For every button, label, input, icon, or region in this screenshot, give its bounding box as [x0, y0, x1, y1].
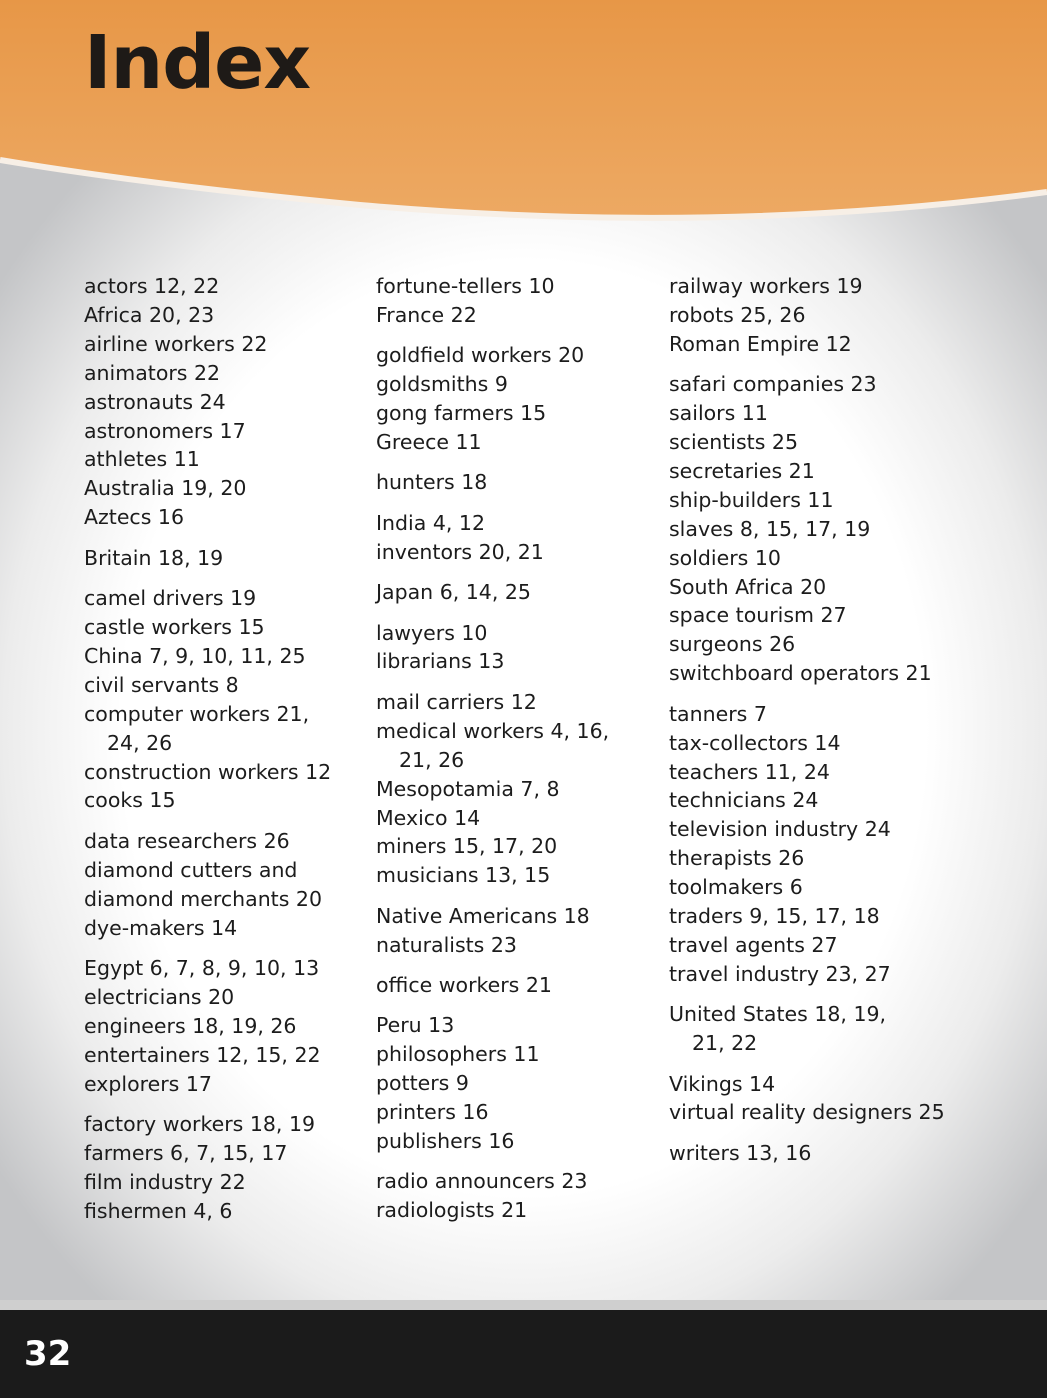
index-group — [376, 341, 676, 457]
index-entry: factory workers 18, 19 — [84, 1111, 316, 1136]
index-entry: radiologists 21 — [376, 1198, 528, 1223]
index-entry: toolmakers 6 — [669, 875, 803, 900]
index-entry: Britain 18, 19 — [84, 545, 224, 570]
index-entry: tax-collectors 14 — [669, 730, 841, 755]
index-group — [84, 584, 384, 815]
index-column-2 — [376, 272, 676, 1237]
index-entry: therapists 26 — [669, 846, 805, 871]
index-group — [376, 971, 676, 1000]
index-group — [84, 1110, 384, 1226]
index-group — [376, 468, 676, 497]
index-entry: mail carriers 12 — [376, 689, 537, 714]
index-entry: Mexico 14 — [376, 805, 481, 830]
index-entry: castle workers 15 — [84, 614, 265, 639]
page-title: Index — [84, 20, 311, 106]
index-entry: astronomers 17 — [84, 418, 246, 443]
index-entry: entertainers 12, 15, 22 — [84, 1042, 321, 1067]
index-entry: potters 9 — [376, 1071, 469, 1096]
index-entry: sailors 11 — [669, 401, 768, 426]
index-group — [84, 544, 384, 573]
index-group — [84, 272, 384, 532]
index-entry: South Africa 20 — [669, 574, 827, 599]
index-entry: fishermen 4, 6 — [84, 1198, 233, 1223]
index-entry: 24, 26 — [107, 730, 173, 755]
footer-bar — [0, 1310, 1047, 1398]
index-entry: astronauts 24 — [84, 389, 226, 414]
index-entry: Roman Empire 12 — [669, 331, 852, 356]
index-group — [84, 827, 384, 943]
index-entry: animators 22 — [84, 360, 221, 385]
index-entry: railway workers 19 — [669, 274, 863, 298]
index-entry: naturalists 23 — [376, 932, 517, 957]
index-entry: ship-builders 11 — [669, 487, 834, 512]
index-entry: virtual reality designers 25 — [669, 1100, 945, 1125]
index-entry: switchboard operators 21 — [669, 661, 932, 686]
index-group — [84, 954, 384, 1099]
index-entry: teachers 11, 24 — [669, 759, 830, 784]
index-group — [669, 370, 989, 688]
index-entry: diamond cutters and — [84, 857, 298, 882]
index-entry: office workers 21 — [376, 973, 552, 998]
index-entry: France 22 — [376, 302, 477, 327]
index-column-1 — [84, 272, 384, 1237]
index-entry: medical workers 4, 16, — [376, 718, 610, 743]
index-entry: diamond merchants 20 — [84, 886, 323, 911]
index-entry: China 7, 9, 10, 11, 25 — [84, 643, 306, 668]
index-entry: film industry 22 — [84, 1169, 246, 1194]
index-group — [669, 272, 989, 359]
index-entry: United States 18, 19, — [669, 1002, 887, 1027]
index-entry: television industry 24 — [669, 817, 891, 842]
index-entry: miners 15, 17, 20 — [376, 834, 558, 859]
index-entry: travel industry 23, 27 — [669, 961, 891, 986]
index-entry: farmers 6, 7, 15, 17 — [84, 1140, 288, 1165]
index-entry: surgeons 26 — [669, 632, 796, 657]
index-entry: construction workers 12 — [84, 759, 332, 784]
index-entry: technicians 24 — [669, 788, 819, 813]
index-entry: cooks 15 — [84, 788, 176, 813]
index-entry: Japan 6, 14, 25 — [376, 580, 531, 605]
index-entry: space tourism 27 — [669, 603, 847, 628]
index-entry: soldiers 10 — [669, 545, 781, 570]
index-entry: computer workers 21, — [84, 701, 310, 726]
index-group — [669, 1070, 989, 1128]
index-entry: Aztecs 16 — [84, 505, 184, 530]
index-group — [669, 1000, 989, 1058]
index-column-3 — [669, 272, 989, 1179]
index-entry: Peru 13 — [376, 1013, 455, 1038]
index-entry: inventors 20, 21 — [376, 539, 544, 564]
index-entry: Vikings 14 — [669, 1071, 776, 1096]
index-entry: athletes 11 — [84, 447, 200, 472]
index-entry: secretaries 21 — [669, 458, 815, 483]
index-entry: engineers 18, 19, 26 — [84, 1013, 297, 1038]
index-entry: scientists 25 — [669, 430, 798, 455]
index-group — [376, 272, 676, 330]
index-group — [376, 1167, 676, 1225]
index-entry: goldfield workers 20 — [376, 343, 585, 368]
index-entry: actors 12, 22 — [84, 274, 220, 298]
index-entry: goldsmiths 9 — [376, 372, 508, 397]
index-group — [376, 1011, 676, 1156]
index-entry: writers 13, 16 — [669, 1140, 812, 1165]
index-entry: data researchers 26 — [84, 828, 290, 853]
index-entry: dye-makers 14 — [84, 915, 238, 940]
index-group — [376, 688, 676, 890]
page-number: 32 — [24, 1334, 72, 1374]
index-entry: printers 16 — [376, 1100, 489, 1125]
index-entry: Native Americans 18 — [376, 903, 590, 928]
index-group — [376, 578, 676, 607]
index-entry: electricians 20 — [84, 984, 235, 1009]
index-entry: camel drivers 19 — [84, 586, 257, 611]
index-entry: robots 25, 26 — [669, 302, 806, 327]
index-entry: publishers 16 — [376, 1129, 515, 1154]
index-entry: India 4, 12 — [376, 510, 485, 535]
index-group — [669, 700, 989, 989]
index-entry: travel agents 27 — [669, 932, 838, 957]
footer-divider — [0, 1300, 1047, 1310]
index-entry: librarians 13 — [376, 649, 505, 674]
index-entry: hunters 18 — [376, 470, 488, 495]
index-group — [669, 1139, 989, 1168]
index-entry: lawyers 10 — [376, 620, 488, 645]
index-entry: traders 9, 15, 17, 18 — [669, 904, 880, 929]
index-group — [376, 619, 676, 677]
index-entry: musicians 13, 15 — [376, 863, 551, 888]
index-entry: tanners 7 — [669, 701, 767, 726]
index-entry: gong farmers 15 — [376, 401, 547, 426]
index-entry: Greece 11 — [376, 430, 482, 455]
index-group — [376, 902, 676, 960]
index-entry: Africa 20, 23 — [84, 302, 215, 327]
index-entry: safari companies 23 — [669, 372, 877, 397]
index-entry: airline workers 22 — [84, 331, 268, 356]
index-entry: Australia 19, 20 — [84, 476, 247, 501]
index-entry: Mesopotamia 7, 8 — [376, 776, 560, 801]
index-entry: explorers 17 — [84, 1071, 212, 1096]
index-entry: civil servants 8 — [84, 672, 239, 697]
index-entry: 21, 26 — [399, 747, 465, 772]
index-entry: fortune-tellers 10 — [376, 274, 555, 298]
index-entry: radio announcers 23 — [376, 1169, 588, 1194]
index-entry: Egypt 6, 7, 8, 9, 10, 13 — [84, 955, 320, 980]
index-entry: slaves 8, 15, 17, 19 — [669, 516, 871, 541]
index-group — [376, 509, 676, 567]
index-entry: philosophers 11 — [376, 1042, 540, 1067]
index-entry: 21, 22 — [692, 1031, 758, 1056]
